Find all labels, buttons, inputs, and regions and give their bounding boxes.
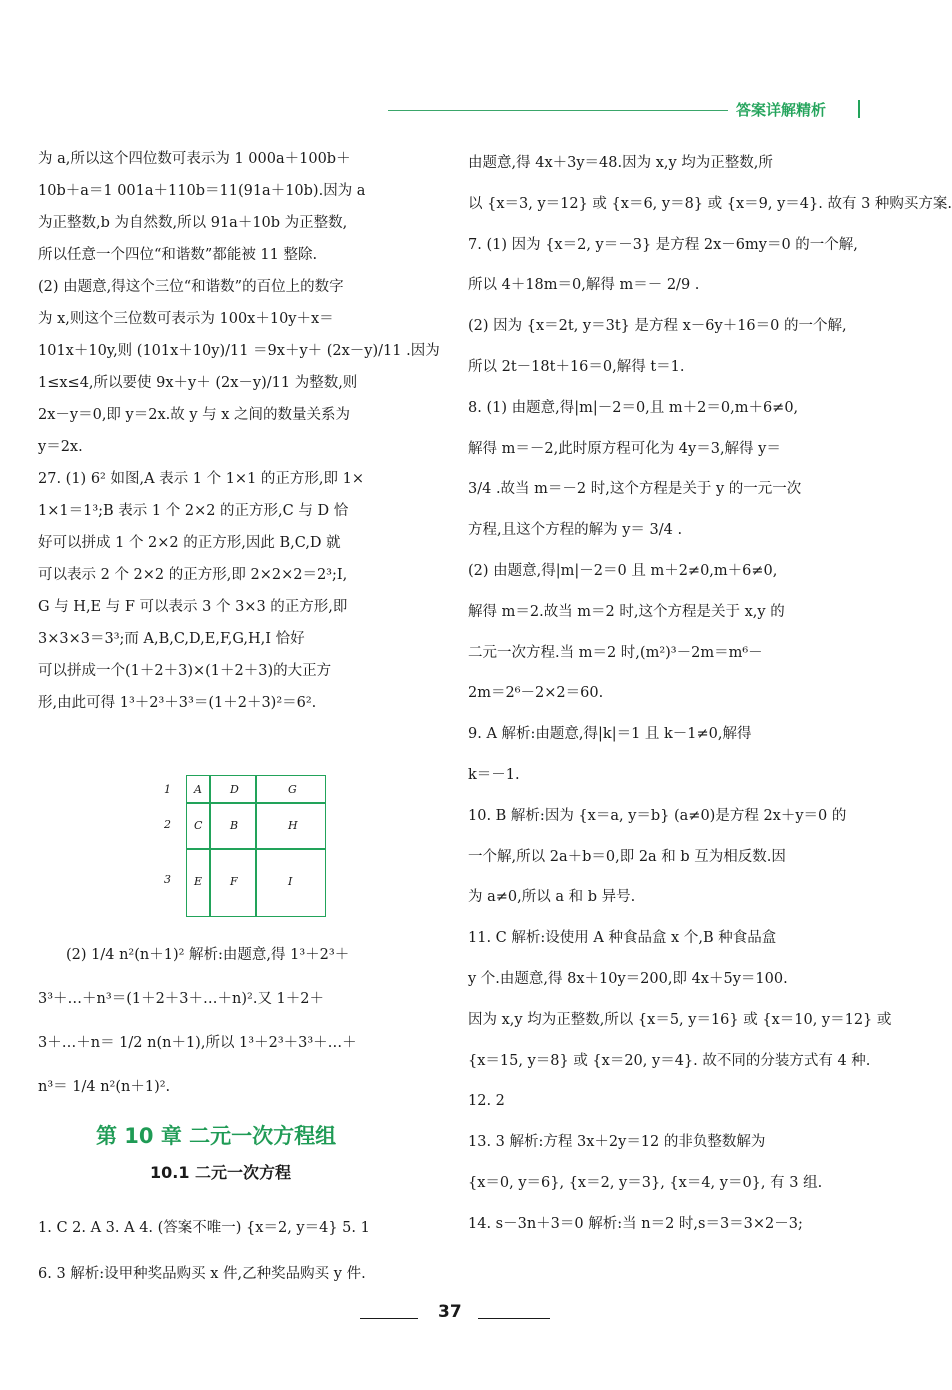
left-line: 所以任意一个四位“和谐数”都能被 11 整除. — [38, 247, 318, 263]
right-line: (2) 由题意,得|m|－2＝0 且 m＋2≠0,m＋6≠0, — [468, 562, 778, 579]
right-line: 解得 m＝－2,此时原方程可化为 4y＝3,解得 y＝ — [468, 440, 781, 457]
right-line: 所以 4＋18m＝0,解得 m＝－ 2/9 . — [468, 277, 700, 294]
left-column-2 — [38, 933, 438, 1109]
right-line: 8. (1) 由题意,得|m|－2＝0,且 m＋2＝0,m＋6≠0, — [468, 399, 799, 416]
left-line: (2) 由题意,得这个三位“和谐数”的百位上的数字 — [38, 279, 344, 295]
left-line: 形,由此可得 1³＋2³＋3³＝(1＋2＋3)²＝6². — [38, 695, 317, 711]
left-line: 2x－y＝0,即 y＝2x.故 y 与 x 之间的数量关系为 — [38, 407, 351, 423]
cell-label: H — [288, 819, 298, 832]
left-line: 为正整数,b 为自然数,所以 91a＋10b 为正整数, — [38, 215, 348, 231]
right-line: 二元一次方程.当 m＝2 时,(m²)³－2m＝m⁶－ — [468, 644, 763, 661]
right-line: 10. B 解析:因为 {x＝a, y＝b} (a≠0)是方程 2x＋y＝0 的 — [468, 807, 847, 824]
footer-rule-left — [360, 1318, 418, 1319]
right-line: y 个.由题意,得 8x＋10y＝200,即 4x＋5y＝100. — [468, 970, 788, 987]
cell-label: A — [194, 783, 202, 796]
left-line: 10b＋a＝1 001a＋110b＝11(91a＋10b).因为 a — [38, 183, 366, 199]
right-line: 解得 m＝2.故当 m＝2 时,这个方程是关于 x,y 的 — [468, 603, 785, 620]
left-line: G 与 H,E 与 F 可以表示 3 个 3×3 的正方形,即 — [38, 599, 348, 615]
left-column — [38, 143, 438, 719]
left-column-3 — [38, 1205, 448, 1297]
right-line: k＝－1. — [468, 766, 520, 783]
right-line: 7. (1) 因为 {x＝2, y＝－3} 是方程 2x－6my＝0 的一个解, — [468, 236, 858, 253]
left-line: 1×1＝1³;B 表示 1 个 2×2 的正方形,C 与 D 恰 — [38, 503, 349, 519]
right-line: {x＝15, y＝8} 或 {x＝20, y＝4}. 故不同的分装方式有 4 种. — [468, 1052, 871, 1069]
left-line: 3＋…＋n＝ 1/2 n(n＋1),所以 1³＋2³＋3³＋…＋ — [38, 1035, 357, 1051]
left-line: 1. C 2. A 3. A 4. (答案不唯一) {x＝2, y＝4} 5. 1 — [38, 1220, 370, 1236]
cell-label: B — [230, 819, 239, 832]
cell-label: F — [230, 875, 238, 888]
row-label: 1 — [164, 783, 171, 796]
header-rule — [388, 110, 728, 111]
cell-label: D — [230, 783, 239, 796]
header-tick-mark — [858, 100, 860, 118]
cell-label: C — [194, 819, 203, 832]
left-line: 6. 3 解析:设甲种奖品购买 x 件,乙种奖品购买 y 件. — [38, 1266, 366, 1282]
left-line: n³＝ 1/4 n²(n＋1)². — [38, 1079, 171, 1095]
row-label: 2 — [164, 818, 171, 831]
left-line: 27. (1) 6² 如图,A 表示 1 个 1×1 的正方形,即 1× — [38, 471, 365, 487]
left-line: 3×3×3＝3³;而 A,B,C,D,E,F,G,H,I 恰好 — [38, 631, 305, 647]
square-grid-figure — [164, 773, 334, 917]
right-column — [468, 143, 952, 1245]
row-label: 3 — [164, 873, 171, 886]
right-line: 9. A 解析:由题意,得|k|＝1 且 k－1≠0,解得 — [468, 726, 752, 743]
right-line: 为 a≠0,所以 a 和 b 异号. — [468, 889, 636, 906]
header-title: 答案详解精析 — [736, 101, 827, 119]
left-line: 可以拼成一个(1＋2＋3)×(1＋2＋3)的大正方 — [38, 663, 332, 679]
left-line: 为 a,所以这个四位数可表示为 1 000a＋100b＋ — [38, 151, 351, 167]
left-line: 好可以拼成 1 个 2×2 的正方形,因此 B,C,D 就 — [38, 535, 341, 551]
left-line: 101x＋10y,则 (101x＋10y)/11 ＝9x＋y＋ (2x－y)/11 .因为 — [38, 343, 440, 359]
left-line: y＝2x. — [38, 439, 83, 455]
right-line: 12. 2 — [468, 1093, 505, 1110]
right-line: 一个解,所以 2a＋b＝0,即 2a 和 b 互为相反数.因 — [468, 848, 786, 865]
cell-label: G — [288, 783, 297, 796]
right-line: 2m＝2⁶－2×2＝60. — [468, 685, 604, 702]
left-line: 可以表示 2 个 2×2 的正方形,即 2×2×2＝2³;I, — [38, 567, 348, 583]
left-line: 为 x,则这个三位数可表示为 100x＋10y＋x＝ — [38, 311, 334, 327]
left-line: 1≤x≤4,所以要使 9x＋y＋ (2x－y)/11 为整数,则 — [38, 375, 358, 391]
right-line: 因为 x,y 均为正整数,所以 {x＝5, y＝16} 或 {x＝10, y＝12} 或 — [468, 1011, 892, 1028]
section-title: 10.1 二元一次方程 — [150, 1163, 292, 1182]
left-line: (2) 1/4 n²(n＋1)² 解析:由题意,得 1³＋2³＋ — [66, 947, 350, 963]
right-line: (2) 因为 {x＝2t, y＝3t} 是方程 x－6y＋16＝0 的一个解, — [468, 318, 847, 335]
footer-rule-right — [478, 1318, 550, 1319]
right-line: 14. s－3n＋3＝0 解析:当 n＝2 时,s＝3＝3×2－3; — [468, 1215, 803, 1232]
chapter-title: 第 10 章 二元一次方程组 — [96, 1124, 337, 1148]
cell-label: E — [194, 875, 203, 888]
cell-label: I — [288, 875, 293, 888]
right-line: 13. 3 解析:方程 3x＋2y＝12 的非负整数解为 — [468, 1134, 766, 1151]
right-line: 11. C 解析:设使用 A 种食品盒 x 个,B 种食品盒 — [468, 930, 777, 947]
right-line: 所以 2t－18t＋16＝0,解得 t＝1. — [468, 358, 685, 375]
right-line: 以 {x＝3, y＝12} 或 {x＝6, y＝8} 或 {x＝9, y＝4}. 故有 3 种购买方案. — [468, 195, 952, 212]
page-number: 37 — [438, 1302, 462, 1322]
right-line: 由题意,得 4x＋3y＝48.因为 x,y 均为正整数,所 — [468, 155, 773, 171]
left-line: 3³＋…＋n³＝(1＋2＋3＋…＋n)².又 1＋2＋ — [38, 991, 324, 1007]
right-line: {x＝0, y＝6}, {x＝2, y＝3}, {x＝4, y＝0}, 有 3 组. — [468, 1174, 823, 1191]
right-line: 方程,且这个方程的解为 y＝ 3/4 . — [468, 522, 683, 539]
right-line: 3/4 .故当 m＝－2 时,这个方程是关于 y 的一元一次 — [468, 481, 802, 498]
